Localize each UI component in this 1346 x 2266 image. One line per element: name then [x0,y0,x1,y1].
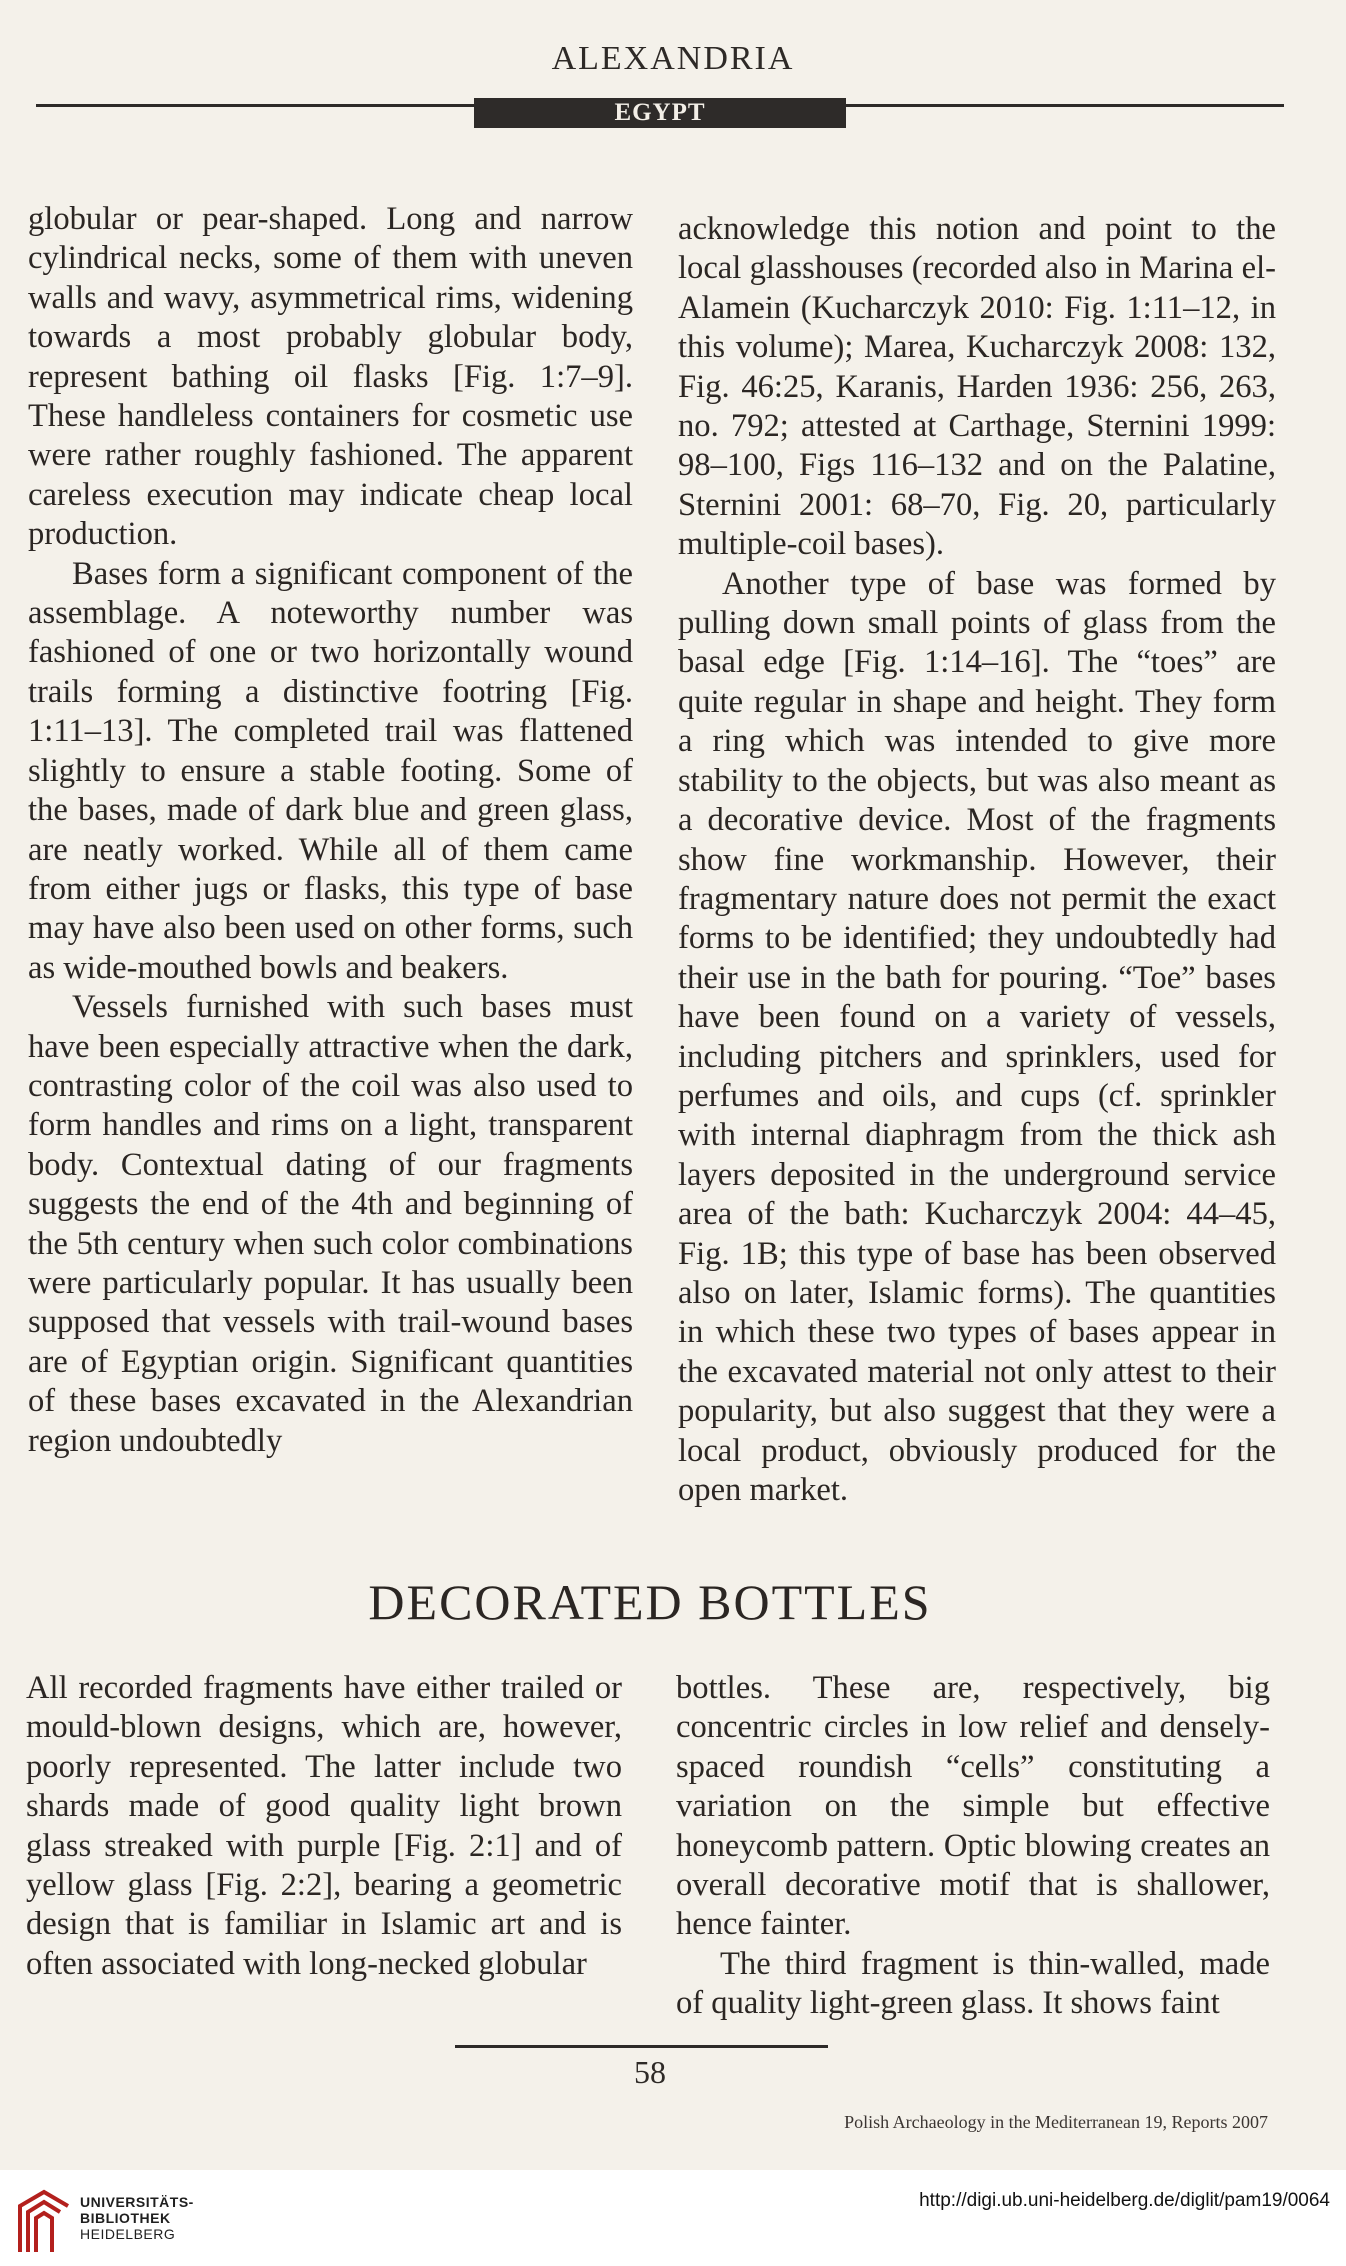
library-name-line: BIBLIOTHEK [80,2210,171,2226]
column-top-right [678,210,1276,1510]
paragraph: globular or pear-shaped. Long and narrow cylindrical necks, some of them with uneven walls and wavy, asymmetrical rims, widening towards a most probably globular body, represent bathing oil flasks [Fig. 1:7–9]. These handleless containers for cosmetic use were rather roughly fashioned. The apparent careless execution may indicate cheap local production. [28,201,633,553]
paragraph: Another type of base was formed by pulling down small points of glass from the basal edge [Fig. 1:14–16]. The “toes” are quite regular in shape and height. They form a ring which was intended to give more stability to the objects, but was also meant as a decorative device. Most of the fragments show fine workmanship. However, their fragmentary nature does not permit the exact forms to be identified; they undoubtedly had their use in the bath for pouring. “Toe” bases have been found on a variety of vessels, including pitchers and sprinklers, used for perfumes and oils, and cups (cf. sprinkler with internal diaphragm from the thick ash layers deposited in the underground service area of the bath: Kucharczyk 2004: 44–45, Fig. 1B; this type of base has been observed also on later, Islamic forms). The quantities in which these two types of bases appear in the excavated material not only attest to their popularity, but also suggest that they were a local product, obviously produced for the open market. [678,565,1276,1508]
paragraph: bottles. These are, respectively, big concentric circles in low relief and densely-spaced roundish “cells” constituting a variation on the simple but effective honeycomb pattern. Optic blowing creates an overall decorative motif that is shallower, hence fainter. [676,1670,1270,1943]
paragraph: Bases form a significant component of the assemblage. A noteworthy number was fashioned of one or two horizontally wound trails forming a distinctive footring [Fig. 1:11–13]. The completed trail was flattened slightly to ensure a stable footing. Some of the bases, made of dark blue and green glass, are neatly worked. While all of them came from either jugs or flasks, this type of base may have also been used on other forms, such as wide-mouthed bowls and beakers. [28,555,633,986]
paragraph: The third fragment is thin-walled, made of quality light-green glass. It shows faint [676,1945,1270,2022]
paragraph: Vessels furnished with such bases must have been especially attractive when the dark, contrasting color of the coil was also used to form handles and rims on a light, transparent body. Contextual dating of our fragments suggests the end of the 4th and beginning of the 5th century when such color combinations were particularly popular. It has usually been supposed that vessels with trail-wound bases are of Egyptian origin. Significant quantities of these bases excavated in the Alexandrian region undoubtedly [28,989,633,1459]
library-name-line: UNIVERSITÄTS- [80,2194,194,2210]
paragraph: All recorded fragments have either trailed or mould-blown designs, which are, however, poorly represented. The latter include two shards made of good quality light brown glass streaked with purple [Fig. 2:1] and of yellow glass [Fig. 2:2], bearing a geometric design that is familiar in Islamic art and is often associated with long-necked globular [26,1670,622,1982]
region-label: EGYPT [474,98,846,128]
column-bottom-left [26,1669,622,1984]
column-bottom-right [676,1669,1270,2024]
paragraph: acknowledge this notion and point to the local glasshouses (recorded also in Marina el-Alamein (Kucharczyk 2010: Fig. 1:11–12, in this volume); Marea, Kucharczyk 2008: 132, Fig. 46:25, Karanis, Harden 1936: 256, 263, no. 792; attested at Carthage, Sternini 1999: 98–100, Figs 116–132 and on the Palatine, Sternini 2001: 68–70, Fig. 20, particularly multiple-coil bases). [678,211,1276,563]
page-number: 58 [634,2054,666,2090]
journal-citation: Polish Archaeology in the Mediterranean 19, Reports 2007 [844,2112,1268,2132]
column-top-left [28,200,633,1461]
library-name-line: HEIDELBERG [80,2226,176,2242]
footer-rule [455,2045,828,2048]
library-footer-bar [0,2170,1346,2266]
running-head-title: ALEXANDRIA [551,40,795,77]
library-logo-icon [14,2188,72,2254]
source-url-link[interactable]: http://digi.ub.uni-heidelberg.de/diglit/pam19/0064 [919,2190,1330,2211]
section-heading: DECORATED BOTTLES [368,1574,932,1630]
library-name [80,2194,194,2242]
